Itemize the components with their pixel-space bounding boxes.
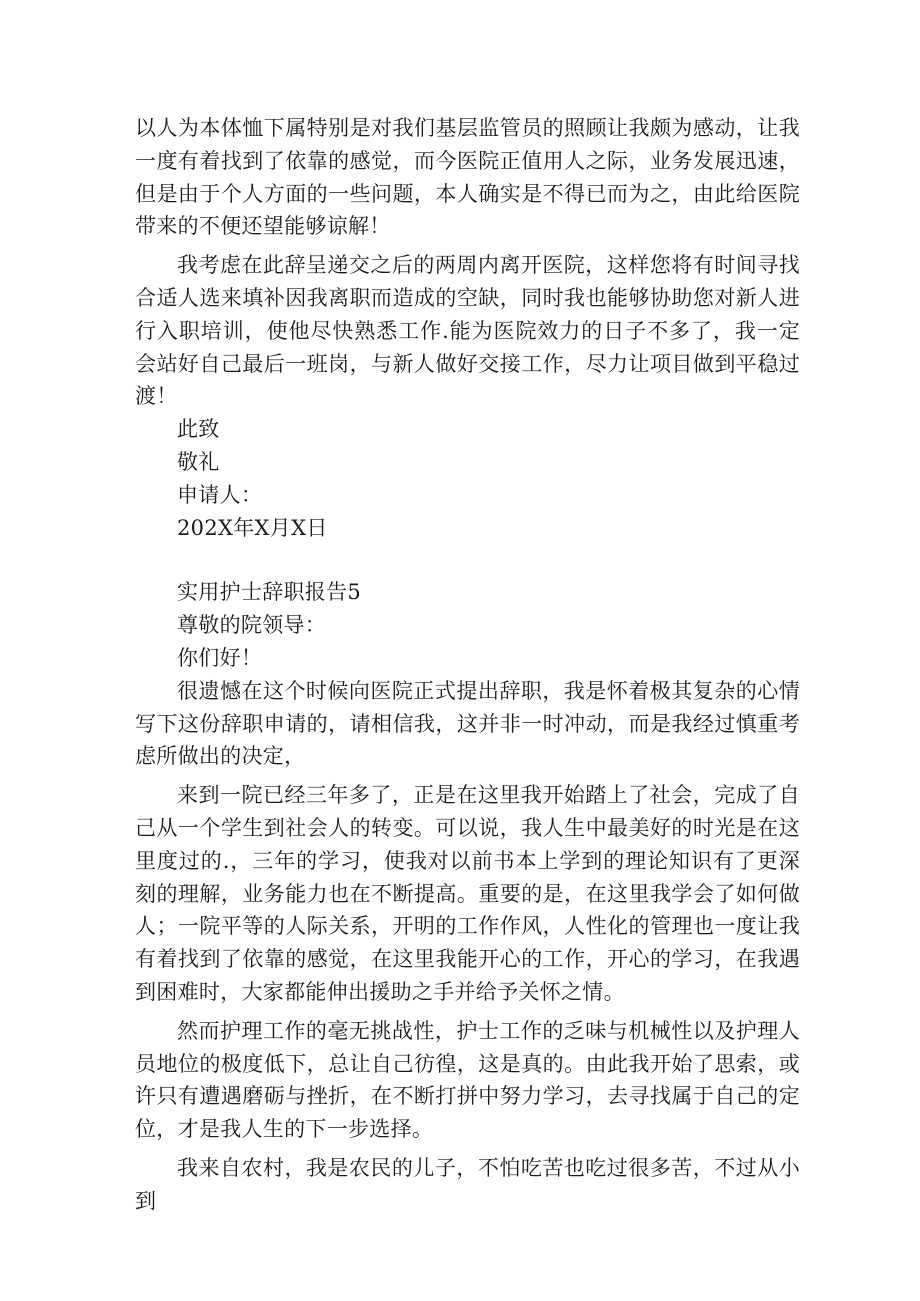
paragraph-2: 我考虑在此辞呈递交之后的两周内离开医院，这样您将有时间寻找合适人选来填补因我离职而造成的空缺，同时我也能够协助您对新人进行入职培训，使他尽快熟悉工作.能为医院效力的日子不多了，我一定会站好自己最后一班岗，与新人做好交接工作，尽力让项目做到平稳过渡！	[135, 253, 800, 409]
closing-line-1: 此致	[177, 417, 220, 442]
paragraph-3: 很遗憾在这个时候向医院正式提出辞职，我是怀着极其复杂的心情写下这份辞职申请的，请相信我，这并非一时冲动，而是我经过慎重考虑所做出的决定，	[135, 678, 800, 769]
salutation: 尊敬的院领导：	[177, 613, 327, 638]
section-title: 实用护士辞职报告5	[177, 580, 362, 605]
blank-line	[135, 544, 800, 576]
greeting: 你们好！	[177, 645, 263, 670]
date-line: 202X年X月X日	[177, 515, 328, 540]
closing-line-2: 敬礼	[177, 449, 220, 474]
paragraph-6: 我来自农村，我是农民的儿子，不怕吃苦也吃过很多苦，不过从小到	[135, 1155, 800, 1213]
paragraph-5: 然而护理工作的毫无挑战性，护士工作的乏味与机械性以及护理人员地位的极度低下，总让自己彷徨，这是真的。由此我开始了思索，或许只有遭遇磨砺与挫折，在不断打拼中努力学习，去寻找属于自己的定位，才是我人生的下一步选择。	[135, 1018, 800, 1142]
paragraph-4: 来到一院已经三年多了，正是在这里我开始踏上了社会，完成了自己从一个学生到社会人的转变。可以说，我人生中最美好的时光是在这里度过的.，三年的学习，使我对以前书本上学到的理论知识有了更深刻的理解，业务能力也在不断提高。重要的是，在这里我学会了如何做人；一院平等的人际关系，开明的工作作风，人性化的管理也一度让我有着找到了依靠的感觉，在这里我能开心的工作，开心的学习，在我遇到困难时，大家都能伸出援助之手并给予关怀之情。	[135, 783, 800, 1004]
document-body	[135, 112, 800, 1218]
paragraph-1: 以人为本体恤下属特别是对我们基层监管员的照顾让我颇为感动，让我一度有着找到了依靠的感觉，而今医院正值用人之际，业务发展迅速，但是由于个人方面的一些问题，本人确实是不得已而为之，由此给医院带来的不便还望能够谅解！	[135, 116, 800, 239]
applicant-label: 申请人：	[177, 482, 263, 507]
